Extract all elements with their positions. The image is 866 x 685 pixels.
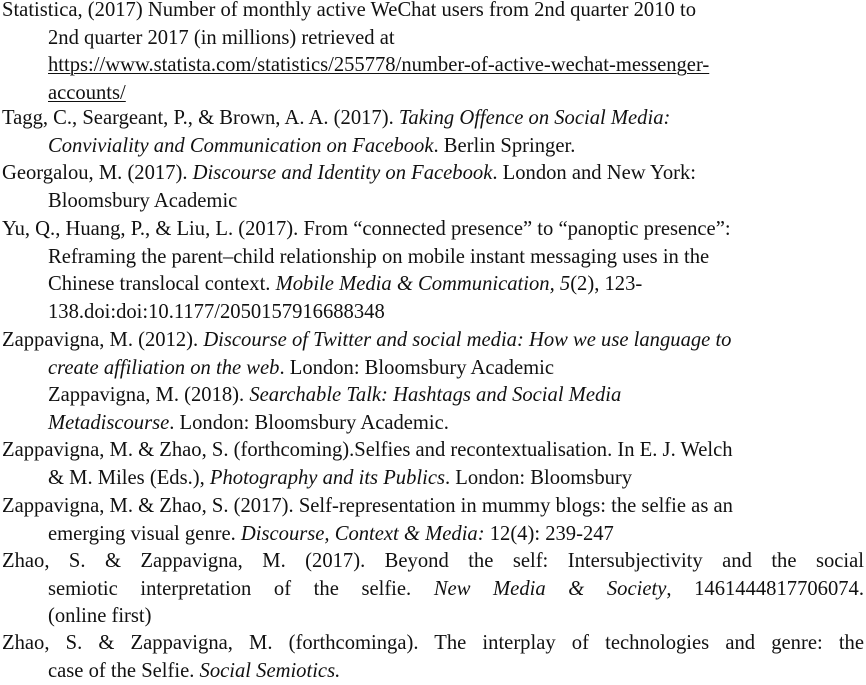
citation-journal: Mobile Media & Communication, 5 xyxy=(275,273,571,296)
statista-url-link[interactable]: https://www.statista.com/statistics/255778/number-of-active-wechat-messenger- xyxy=(48,54,710,77)
citation-text: semiotic interpretation of the selfie. xyxy=(48,577,434,600)
reference-line: 2nd quarter 2017 (in millions) retrieved at xyxy=(48,26,395,49)
reference-line xyxy=(2,576,864,604)
reference-line xyxy=(2,80,864,108)
citation-text: . London and New York: xyxy=(492,162,696,184)
reference-line xyxy=(2,52,864,80)
citation-title: Photography and its Publics xyxy=(209,466,445,489)
reference-line: Zappavigna, M. & Zhao, S. (forthcoming).Selfies and recontextualisation. In E. J. Welch xyxy=(2,439,733,461)
citation-title: Metadiscourse xyxy=(48,411,170,434)
reference-entry xyxy=(2,327,864,437)
citation-text: . London: Bloomsbury Academic. xyxy=(169,411,449,434)
reference-line xyxy=(2,355,864,383)
citation-text: . London: Bloomsbury Academic xyxy=(279,356,554,379)
citation-text: . Berlin Springer. xyxy=(433,134,576,157)
citation-title: Conviviality and Communication on Facebook xyxy=(48,134,434,157)
citation-text: , 1461444817706074. xyxy=(666,577,864,600)
reference-entry xyxy=(2,105,864,160)
citation-text: emerging visual genre. xyxy=(48,522,241,545)
reference-entry xyxy=(2,0,864,107)
reference-entry xyxy=(2,493,864,548)
reference-entry xyxy=(2,630,864,685)
citation-text: Zappavigna, M. (2018). xyxy=(48,384,250,407)
citation-text: case of the Selfie. xyxy=(48,659,200,682)
citation-text: Zappavigna, M. (2012). xyxy=(2,329,204,351)
reference-line: Zhao, S. & Zappavigna, M. (2017). Beyond the self: Intersubjectivity and the social xyxy=(2,550,864,572)
citation-text: Georgalou, M. (2017). xyxy=(2,162,193,184)
reference-line: Yu, Q., Huang, P., & Liu, L. (2017). From “connected presence” to “panoptic presence”: xyxy=(2,218,731,240)
citation-title: Taking Offence on Social Media: xyxy=(398,107,671,129)
reference-line: 138.doi:doi:10.1177/2050157916688348 xyxy=(48,300,385,323)
citation-text: Tagg, C., Seargeant, P., & Brown, A. A. (2017). xyxy=(2,107,399,129)
reference-line xyxy=(2,410,864,438)
reference-line: Reframing the parent–child relationship on mobile instant messaging uses in the xyxy=(48,245,710,268)
citation-text: . London: Bloomsbury xyxy=(445,466,633,489)
reference-entry xyxy=(2,216,864,326)
reference-line xyxy=(2,327,864,355)
citation-journal: Discourse, Context & Media: xyxy=(240,522,485,545)
reference-line xyxy=(2,271,864,299)
reference-line xyxy=(2,658,864,685)
citation-text: 12(4): 239-247 xyxy=(484,522,614,545)
reference-line: Bloomsbury Academic xyxy=(48,189,238,212)
reference-line xyxy=(2,465,864,493)
reference-line xyxy=(2,160,864,188)
statista-url-link-continued[interactable]: accounts/ xyxy=(48,81,126,104)
reference-line xyxy=(2,105,864,133)
citation-title: Searchable Talk: Hashtags and Social Media xyxy=(249,384,622,407)
citation-journal: Social Semiotics. xyxy=(199,659,341,682)
citation-title: Discourse of Twitter and social media: How we use language to xyxy=(203,329,732,351)
reference-line: Zappavigna, M. & Zhao, S. (2017). Self-representation in mummy blogs: the selfie as an xyxy=(2,495,733,517)
reference-line: Statistica, (2017) Number of monthly active WeChat users from 2nd quarter 2010 to xyxy=(2,0,696,21)
citation-text: (2), 123- xyxy=(570,273,643,296)
reference-line xyxy=(2,133,864,161)
reference-entry xyxy=(2,160,864,215)
reference-line: (online first) xyxy=(48,605,152,628)
reference-line xyxy=(2,521,864,549)
reference-entry xyxy=(2,548,864,631)
citation-title: create affiliation on the web xyxy=(48,356,280,379)
reference-line xyxy=(2,382,864,410)
citation-title: Discourse and Identity on Facebook xyxy=(192,162,493,184)
reference-line: Zhao, S. & Zappavigna, M. (forthcominga). The interplay of technologies and genre: the xyxy=(2,632,864,654)
citation-text: & M. Miles (Eds.), xyxy=(48,466,210,489)
citation-journal: New Media & Society xyxy=(433,577,667,600)
reference-entry xyxy=(2,437,864,492)
citation-text: Chinese translocal context. xyxy=(48,273,276,296)
